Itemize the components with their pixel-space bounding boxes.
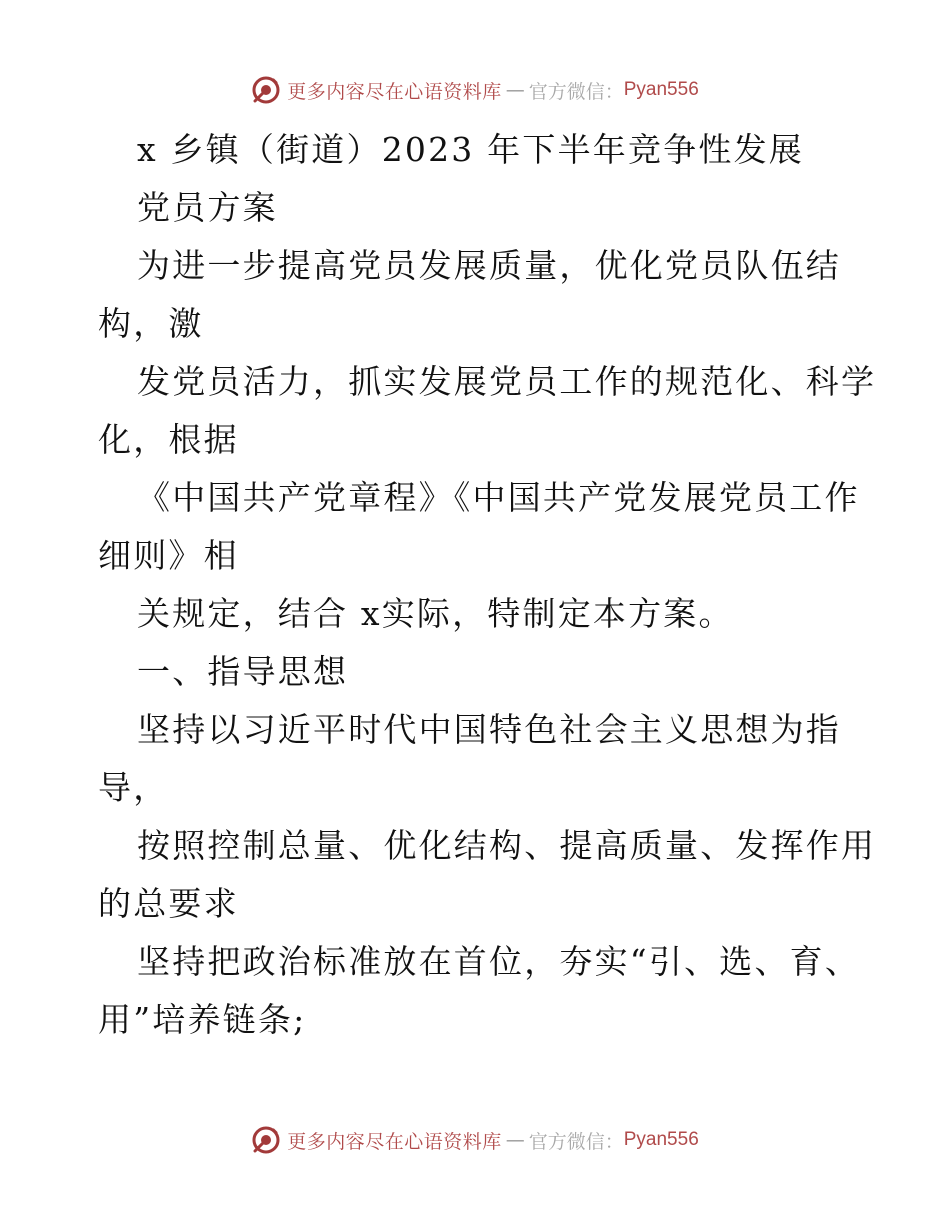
paragraph-line: 构，激 — [98, 304, 204, 343]
watermark-label: 官方微信： — [528, 1130, 624, 1153]
paragraph-line: 坚持把政治标准放在首位，夯实“引、选、育、 — [137, 942, 861, 981]
paragraph-line: 为进一步提高党员发展质量，优化党员队伍结 — [137, 246, 841, 285]
paragraph-line: 《中国共产党章程》《中国共产党发展党员工作 — [137, 478, 860, 517]
watermark-id: Pyan556 — [623, 79, 699, 100]
doc-title-line-1: x 乡镇（街道）2023 年下半年竞争性发展 — [137, 130, 804, 169]
header-watermark — [0, 70, 950, 110]
doc-title-line-2: 党员方案 — [137, 188, 278, 227]
paragraph-line: 坚持以习近平时代中国特色社会主义思想为指 — [137, 710, 841, 749]
watermark-separator: — — [505, 79, 525, 101]
pen-logo-icon — [251, 1125, 281, 1155]
footer-watermark — [0, 1120, 950, 1160]
paragraph-line: 用”培养链条; — [98, 1000, 307, 1039]
watermark-text: 更多内容尽在心语资料库 — [287, 1130, 502, 1153]
watermark-id: Pyan556 — [623, 1129, 699, 1150]
paragraph-line: 细则》相 — [98, 536, 239, 575]
paragraph-line: 按照控制总量、优化结构、提高质量、发挥作用 — [137, 826, 877, 865]
paragraph-line: 化，根据 — [98, 420, 239, 459]
watermark-separator: — — [505, 1129, 525, 1151]
paragraph-line: 的总要求 — [98, 884, 239, 923]
pen-logo-icon — [251, 75, 281, 105]
paragraph-line: 关规定，结合 x实际，特制定本方案。 — [137, 594, 734, 633]
watermark-text: 更多内容尽在心语资料库 — [287, 80, 502, 103]
paragraph-line: 导， — [98, 768, 169, 807]
paragraph-line: 发党员活力，抓实发展党员工作的规范化、科学 — [137, 362, 877, 401]
watermark-label: 官方微信： — [528, 80, 624, 103]
section-heading: 一、指导思想 — [137, 652, 349, 691]
